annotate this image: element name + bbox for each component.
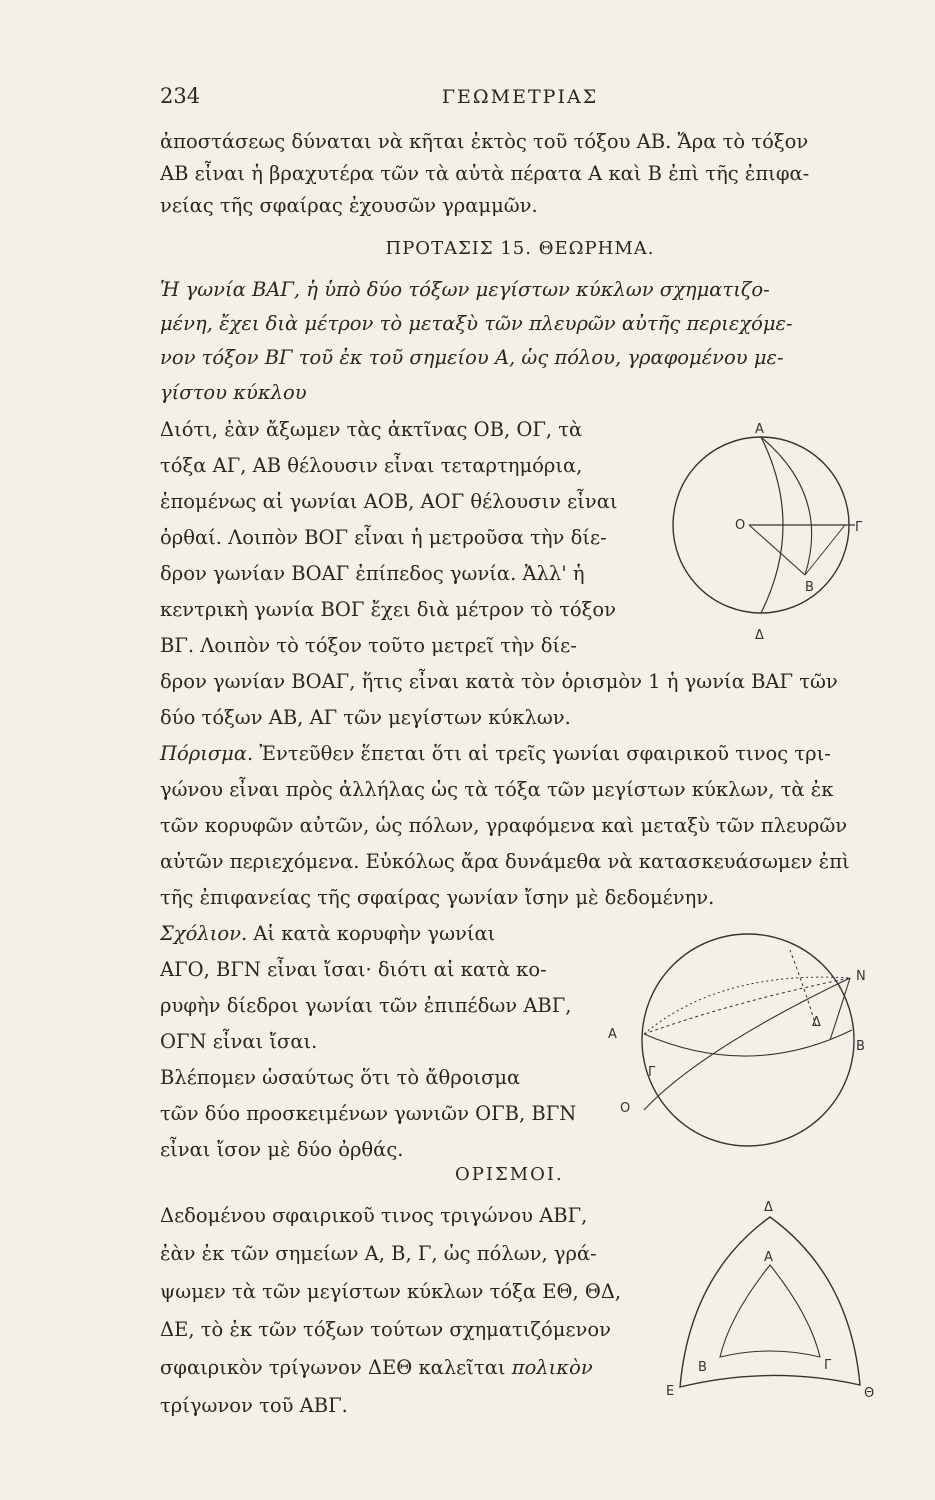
theorem-line: Ἡ γωνία ΒΑΓ, ἡ ὑπὸ δύο τόξων μεγίστων κύκλων σχηματιζο- [160, 278, 770, 301]
label-O: Ο [735, 518, 746, 533]
definitions-heading: ΟΡΙΣΜΟΙ. [455, 1164, 564, 1185]
proof-line: δύο τόξων ΑΒ, ΑΓ τῶν μεγίστων κύκλων. [160, 706, 571, 729]
proof-line: τόξα ΑΓ, ΑΒ θέλουσιν εἶναι τεταρτημόρια, [160, 454, 583, 477]
porisma-line [160, 740, 831, 768]
scholion-line: ρυφὴν δίεδροι γωνίαι τῶν ἐπιπέδων ΑΒΓ, [160, 994, 572, 1017]
figure-sphere-vertical-angles [600, 930, 890, 1170]
label-D: Δ [812, 1015, 821, 1030]
definition-line: Δεδομένου σφαιρικοῦ τινος τριγώνου ΑΒΓ, [160, 1204, 588, 1227]
scholion-line: τῶν δύο προσκειμένων γωνιῶν ΟΓΒ, ΒΓΝ [160, 1102, 577, 1125]
label-B: Β [856, 1039, 865, 1054]
scholion-line [160, 920, 495, 948]
text-line: ἀποστάσεως δύναται νὰ κῆται ἐκτὸς τοῦ τόξου ΑΒ. Ἄρα τὸ τόξον [160, 130, 809, 153]
label-G: Γ [855, 520, 863, 535]
running-title: ΓΕΩΜΕΤΡΙΑΣ [441, 86, 599, 108]
label-O: Ο [620, 1101, 631, 1116]
figure-sphere-angle [655, 415, 895, 655]
porisma-line: τῆς ἐπιφανείας τῆς σφαίρας γωνίαν ἴσην μὲ δεδομένην. [160, 886, 715, 909]
proof-line: δρον γωνίαν ΒΟΑΓ ἐπίπεδος γωνία. Ἀλλ' ἡ [160, 562, 585, 585]
page-number: 234 [160, 84, 201, 108]
proof-line: ὀρθαί. Λοιπὸν ΒΟΓ εἶναι ἡ μετροῦσα τὴν δίε- [160, 526, 607, 549]
proof-line: κεντρικὴ γωνία ΒΟΓ ἔχει διὰ μέτρον τὸ τόξον [160, 598, 616, 621]
label-E: Ε [666, 1384, 675, 1399]
porisma-line: τῶν κορυφῶν αὐτῶν, ὡς πόλων, γραφόμενα καὶ μεταξὺ τῶν πλευρῶν [160, 814, 848, 837]
label-A: Α [764, 1250, 773, 1265]
proof-line: ΒΓ. Λοιπὸν τὸ τόξον τοῦτο μετρεῖ τὴν δίε- [160, 634, 577, 657]
definition-line: τρίγωνον τοῦ ΑΒΓ. [160, 1394, 348, 1417]
label-A: Α [755, 422, 764, 437]
figure-polar-triangle [660, 1195, 900, 1410]
label-D: Δ [755, 628, 764, 643]
proposition-heading: ΠΡΟΤΑΣΙΣ 15. ΘΕΩΡΗΜΑ. [385, 238, 655, 259]
definition-term: πολικὸν [511, 1356, 593, 1379]
porisma-line: γώνου εἶναι πρὸς ἀλλήλας ὡς τὰ τόξα τῶν μεγίστων κύκλων, τὰ ἐκ [160, 778, 834, 801]
porisma-text: Ἐντεῦθεν ἕπεται ὅτι αἱ τρεῖς γωνίαι σφαιρικοῦ τινος τρι- [259, 742, 831, 765]
text-line: ΑΒ εἶναι ἡ βραχυτέρα τῶν τὰ αὐτὰ πέρατα Α καὶ Β ἐπὶ τῆς ἐπιφα- [160, 162, 810, 185]
theorem-line: γίστου κύκλου [160, 381, 307, 404]
label-G: Γ [648, 1065, 656, 1080]
label-TH: Θ [864, 1386, 875, 1401]
porisma-label: Πόρισμα. [160, 742, 254, 765]
label-D: Δ [764, 1200, 773, 1215]
scholion-line: Βλέπομεν ὡσαύτως ὅτι τὸ ἄθροισμα [160, 1066, 521, 1089]
definition-line: ΔΕ, τὸ ἐκ τῶν τόξων τούτων σχηματιζόμενον [160, 1318, 611, 1341]
proof-line: δρον γωνίαν ΒΟΑΓ, ἥτις εἶναι κατὰ τὸν ὁρισμὸν 1 ἡ γωνία ΒΑΓ τῶν [160, 670, 838, 693]
porisma-line: αὐτῶν περιεχόμενα. Εὐκόλως ἄρα δυνάμεθα νὰ κατασκευάσωμεν ἐπὶ [160, 850, 850, 873]
scholion-line: εἶναι ἴσον μὲ δύο ὀρθάς. [160, 1138, 404, 1161]
scholion-line: ΟΓΝ εἶναι ἴσαι. [160, 1030, 318, 1053]
label-N: Ν [856, 969, 866, 984]
scholion-label: Σχόλιον. [160, 922, 248, 945]
theorem-line: μένη, ἔχει διὰ μέτρον τὸ μεταξὺ τῶν πλευρῶν αὐτῆς περιεχόμε- [160, 312, 793, 335]
definition-line: ἐὰν ἐκ τῶν σημείων Α, Β, Γ, ὡς πόλων, γρά- [160, 1242, 597, 1265]
label-B: Β [805, 580, 814, 595]
page-header [160, 84, 880, 114]
definition-text: σφαιρικὸν τρίγωνον ΔΕΘ καλεῖται [160, 1356, 506, 1379]
scholion-text: Αἱ κατὰ κορυφὴν γωνίαι [253, 922, 496, 945]
proof-line: Διότι, ἐὰν ἄξωμεν τὰς ἀκτῖνας ΟΒ, ΟΓ, τὰ [160, 418, 583, 441]
label-B: Β [698, 1360, 707, 1375]
label-A: Α [608, 1027, 617, 1042]
definition-line [160, 1354, 593, 1382]
label-G: Γ [824, 1358, 832, 1373]
scholion-line: ΑΓΟ, ΒΓΝ εἶναι ἴσαι· διότι αἱ κατὰ κο- [160, 958, 547, 981]
proof-line: ἑπομένως αἱ γωνίαι ΑΟΒ, ΑΟΓ θέλουσιν εἶναι [160, 490, 618, 513]
definition-line: ψωμεν τὰ τῶν μεγίστων κύκλων τόξα ΕΘ, ΘΔ, [160, 1280, 622, 1303]
text-line: νείας τῆς σφαίρας ἐχουσῶν γραμμῶν. [160, 194, 538, 217]
theorem-line: νον τόξον ΒΓ τοῦ ἐκ τοῦ σημείου Α, ὡς πόλου, γραφομένου με- [160, 346, 784, 369]
